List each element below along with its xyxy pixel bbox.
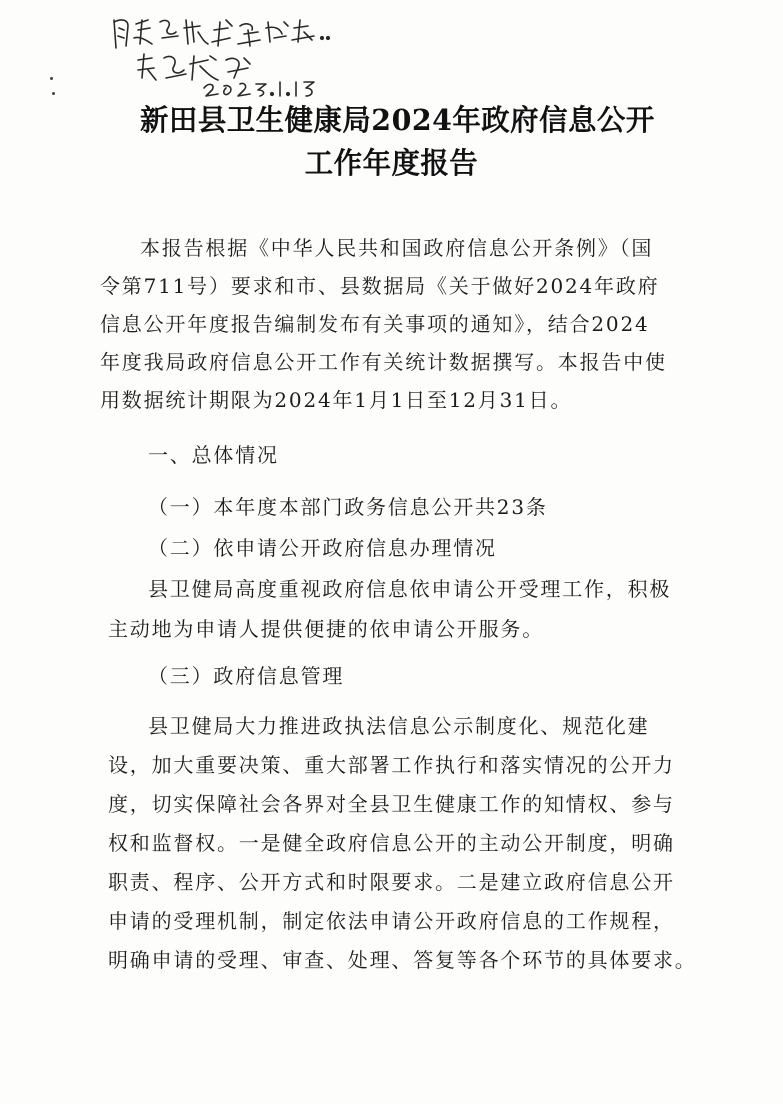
scan-mark xyxy=(50,77,53,80)
subsection-3-line-1: 县卫健局大力推进政执法信息公示制度化、规范化建 xyxy=(148,714,650,738)
intro-line-4: 年度我局政府信息公开工作有关统计数据撰写。本报告中使 xyxy=(100,350,667,374)
subsection-2-line-1: 县卫健局高度重视政府信息依申请公开受理工作，积极 xyxy=(148,577,672,601)
subsection-3-heading: （三）政府信息管理 xyxy=(148,664,345,688)
intro-line-2: 令第711号）要求和市、县数据局《关于做好2024年政府 xyxy=(100,274,660,298)
intro-line-5: 用数据统计期限为2024年1月1日至12月31日。 xyxy=(100,388,573,412)
section-heading-overview: 一、总体情况 xyxy=(148,443,279,467)
subsection-3-line-3: 度，切实保障社会各界对全县卫生健康工作的知情权、参与 xyxy=(108,792,675,816)
subsection-2-line-2: 主动地为申请人提供便捷的依申请公开服务。 xyxy=(108,617,544,641)
intro-line-3: 信息公开年度报告编制发布有关事项的通知》，结合2024 xyxy=(100,312,650,336)
subsection-3-line-7: 明确申请的受理、审查、处理、答复等各个环节的具体要求。 xyxy=(108,948,697,972)
subsection-3-line-2: 设，加大重要决策、重大部署工作执行和落实情况的公开力 xyxy=(108,753,675,777)
handwritten-approval-note xyxy=(108,8,348,100)
subsection-3-line-6: 申请的受理机制，制定依法申请公开政府信息的工作规程， xyxy=(108,909,675,933)
subsection-3-line-4: 权和监督权。一是健全政府信息公开的主动公开制度，明确 xyxy=(108,831,675,855)
subsection-2-heading: （二）依申请公开政府信息办理情况 xyxy=(148,536,497,560)
scan-mark xyxy=(52,92,55,95)
subsection-3-line-5: 职责、程序、公开方式和时限要求。二是建立政府信息公开 xyxy=(108,870,675,894)
intro-line-1: 本报告根据《中华人民共和国政府信息公开条例》（国 xyxy=(140,236,654,260)
document-title-line-1: 新田县卫生健康局2024年政府信息公开 xyxy=(140,103,655,137)
document-title-line-2: 工作年度报告 xyxy=(304,146,479,180)
subsection-1-heading: （一）本年度本部门政务信息公开共23条 xyxy=(148,495,548,519)
